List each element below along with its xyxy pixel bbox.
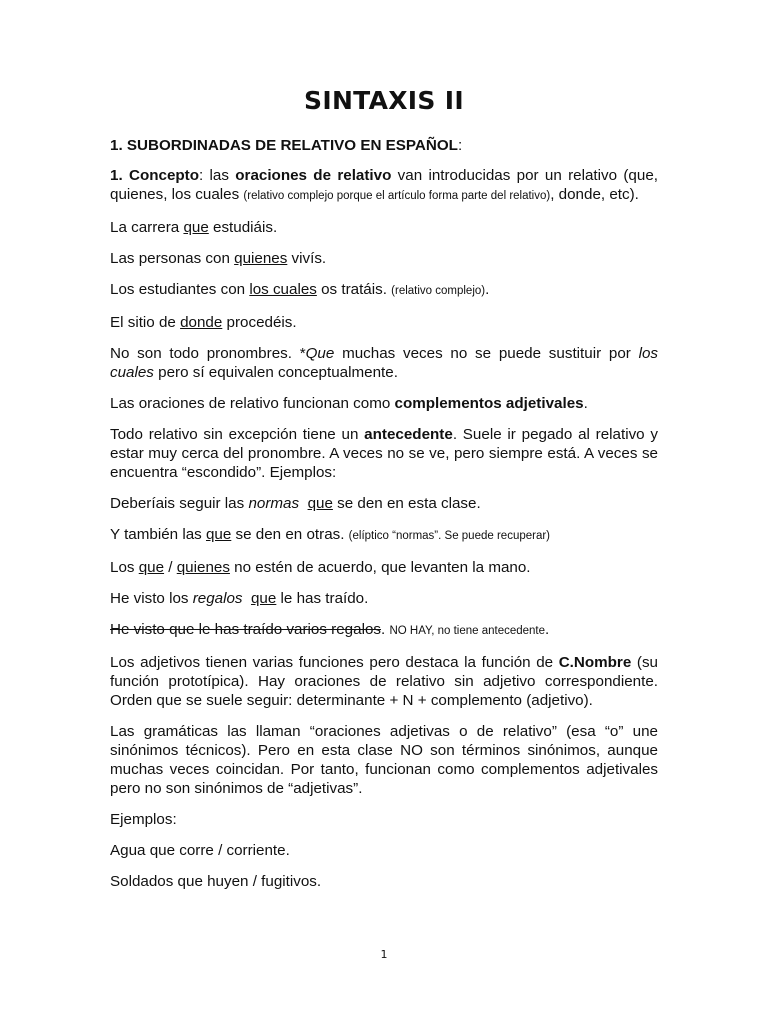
section-heading-colon: :: [457, 137, 463, 154]
example-2: [110, 249, 658, 268]
example-9: [110, 620, 658, 641]
concept-text-1: : las: [199, 167, 236, 184]
example-2-pre: Las personas con: [110, 250, 235, 267]
adjective-bold: C.Nombre: [558, 654, 632, 671]
example-8-gap: [243, 590, 251, 607]
example-7-relative-2: quienes: [176, 559, 230, 576]
example-11: Soldados que huyen / fugitivos.: [110, 873, 322, 890]
pronoun-paragraph: [110, 344, 658, 382]
antecedent-paragraph: [110, 425, 658, 482]
example-3: [110, 280, 658, 301]
example-3-post: os tratáis.: [316, 281, 392, 298]
grammar-paragraph: Las gramáticas las llaman “oraciones adjetivas o de relativo” (esa “o” une sinónimos técnicos). Pero en esta clase NO son términos sinónimos, aunque muchas veces coincidan. Por tanto, funcionan como complementos adjetivales pero no son sinónimos de “adjetivas”.: [110, 723, 658, 797]
example-7-mid: /: [164, 559, 177, 576]
example-1-post: estudiáis.: [208, 219, 278, 236]
example-5-pre: Deberíais seguir las: [110, 495, 249, 512]
example-6-post: se den en otras.: [231, 526, 349, 543]
function-text-1: Las oraciones de relativo funcionan como: [110, 395, 395, 412]
adjective-text-1: Los adjetivos tienen varias funciones pero destaca la función de: [110, 654, 559, 671]
example-6-note: (elíptico “normas”. Se puede recuperar): [348, 530, 551, 542]
pronoun-text-3: pero sí equivalen conceptualmente.: [153, 364, 398, 381]
pronoun-text-2: muchas veces no se puede sustituir por: [334, 345, 639, 362]
example-7-relative-1: que: [138, 559, 165, 576]
example-7-post: no estén de acuerdo, que levanten la mano.: [229, 559, 531, 576]
example-5-relative: que: [307, 495, 333, 512]
function-text-2: .: [583, 395, 588, 412]
antecedent-text-2: . Suele ir pegado al relativo y estar muy cerca del pronombre. A veces no se ve, pero siempre está. A veces se encuentra “escondido”. Ejemplos:: [110, 426, 658, 481]
concept-label: 1. Concepto: [110, 167, 199, 184]
example-7: [110, 558, 658, 577]
example-7-pre: Los: [110, 559, 139, 576]
example-2-post: vivís.: [287, 250, 327, 267]
example-4: [110, 313, 658, 332]
pronoun-italic-1: Que: [305, 345, 335, 362]
concept-text-2: van introducidas por un relativo (que, quienes, los cuales: [110, 167, 658, 203]
example-8: [110, 589, 658, 608]
concept-paragraph: [110, 166, 658, 206]
example-8-post: le has traído.: [276, 590, 369, 607]
page-number: 1: [380, 948, 388, 961]
example-5: [110, 494, 658, 513]
page-title: SINTAXIS II: [304, 86, 464, 115]
example-5-italic: normas: [248, 495, 300, 512]
example-3-pre: Los estudiantes con: [110, 281, 250, 298]
concept-small-note: (relativo complejo porque el artículo forma parte del relativo): [243, 190, 551, 202]
example-6: [110, 525, 658, 546]
example-5-gap: [299, 495, 307, 512]
examples-label: Ejemplos:: [110, 811, 177, 828]
adjective-paragraph: [110, 653, 658, 710]
example-9-end: .: [545, 621, 550, 638]
concept-bold-term: oraciones de relativo: [235, 167, 392, 184]
example-10: Agua que corre / corriente.: [110, 842, 290, 859]
function-bold: complementos adjetivales: [394, 395, 584, 412]
example-3-end: .: [485, 281, 490, 298]
example-9-note: NO HAY, no tiene antecedente: [389, 625, 546, 637]
pronoun-text-1: No son todo pronombres. *: [110, 345, 306, 362]
antecedent-bold: antecedente: [364, 426, 453, 443]
pronoun-italic-2: los cuales: [110, 345, 658, 381]
example-4-pre: El sitio de: [110, 314, 181, 331]
example-3-relative: los cuales: [249, 281, 317, 298]
adjective-text-2: (su función prototípica). Hay oraciones de relativo sin adjetivo correspondiente. Orden que se suele seguir: determinante + N + complemento (adjetivo).: [110, 654, 658, 709]
example-6-pre: Y también las: [110, 526, 206, 543]
example-8-pre: He visto los: [110, 590, 193, 607]
example-1-relative: que: [183, 219, 209, 236]
document-body: [110, 136, 658, 903]
example-6-relative: que: [205, 526, 232, 543]
example-3-note: (relativo complejo): [391, 285, 486, 297]
example-9-strike: He visto que le has traído varios regalos: [110, 621, 381, 638]
section-heading: [110, 136, 658, 155]
example-4-relative: donde: [180, 314, 223, 331]
example-9-post: .: [381, 621, 390, 638]
example-1-pre: La carrera: [110, 219, 184, 236]
example-8-italic: regalos: [192, 590, 243, 607]
section-heading-text: 1. SUBORDINADAS DE RELATIVO EN ESPAÑOL: [110, 137, 458, 154]
example-5-post: se den en esta clase.: [332, 495, 481, 512]
example-8-relative: que: [250, 590, 277, 607]
antecedent-text-1: Todo relativo sin excepción tiene un: [110, 426, 365, 443]
concept-text-3: , donde, etc).: [550, 186, 639, 203]
example-1: [110, 218, 658, 237]
example-2-relative: quienes: [234, 250, 288, 267]
function-paragraph: [110, 394, 658, 413]
example-4-post: procedéis.: [222, 314, 297, 331]
